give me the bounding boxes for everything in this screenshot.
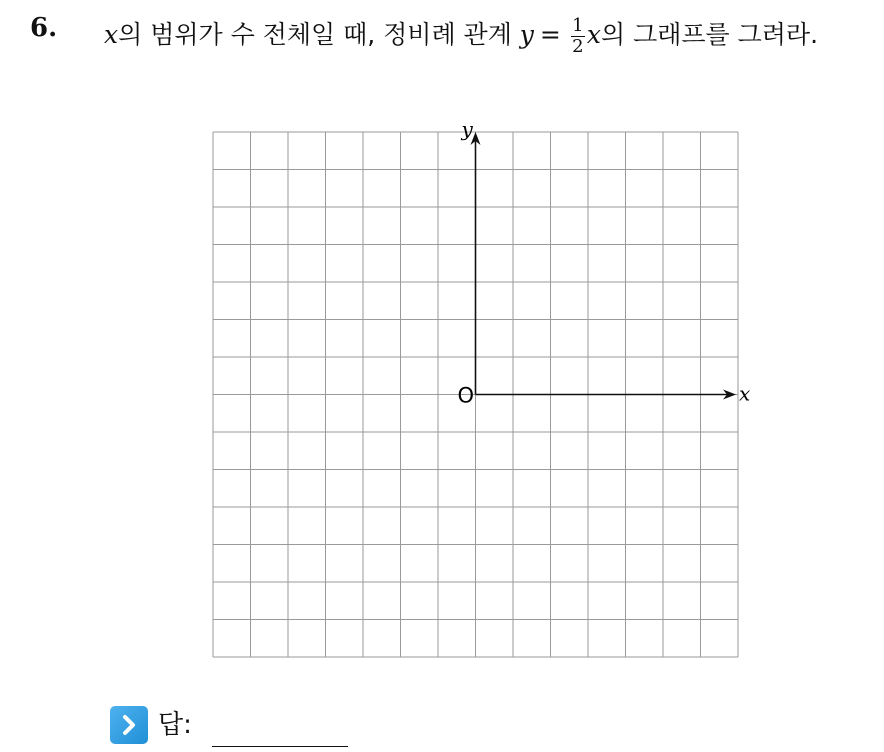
y-axis-label: y: [461, 117, 473, 141]
answer-row: [110, 706, 192, 744]
fraction-numerator: 1: [572, 15, 584, 36]
x-axis-label: x: [739, 381, 751, 406]
fraction-denominator: 2: [572, 36, 584, 57]
question-number: 6.: [30, 13, 58, 43]
question-text: [104, 14, 818, 55]
var-x: x: [104, 19, 119, 49]
question-text-part-2: 의 그래프를 그려라.: [600, 19, 819, 49]
coordinate-grid[interactable]: [200, 112, 760, 672]
answer-label: 답:: [158, 710, 192, 740]
origin-label: O: [457, 383, 475, 408]
question-text-part-1: 의 범위가 수 전체일 때, 정비례 관계: [118, 19, 520, 49]
var-y: y: [519, 19, 534, 49]
var-x-2: x: [586, 19, 601, 49]
equals-sign: =: [539, 19, 561, 49]
axes: [471, 132, 737, 400]
chevron-right-icon: [110, 706, 148, 744]
fraction-one-half: [571, 16, 585, 57]
answer-blank-line[interactable]: [212, 746, 348, 747]
